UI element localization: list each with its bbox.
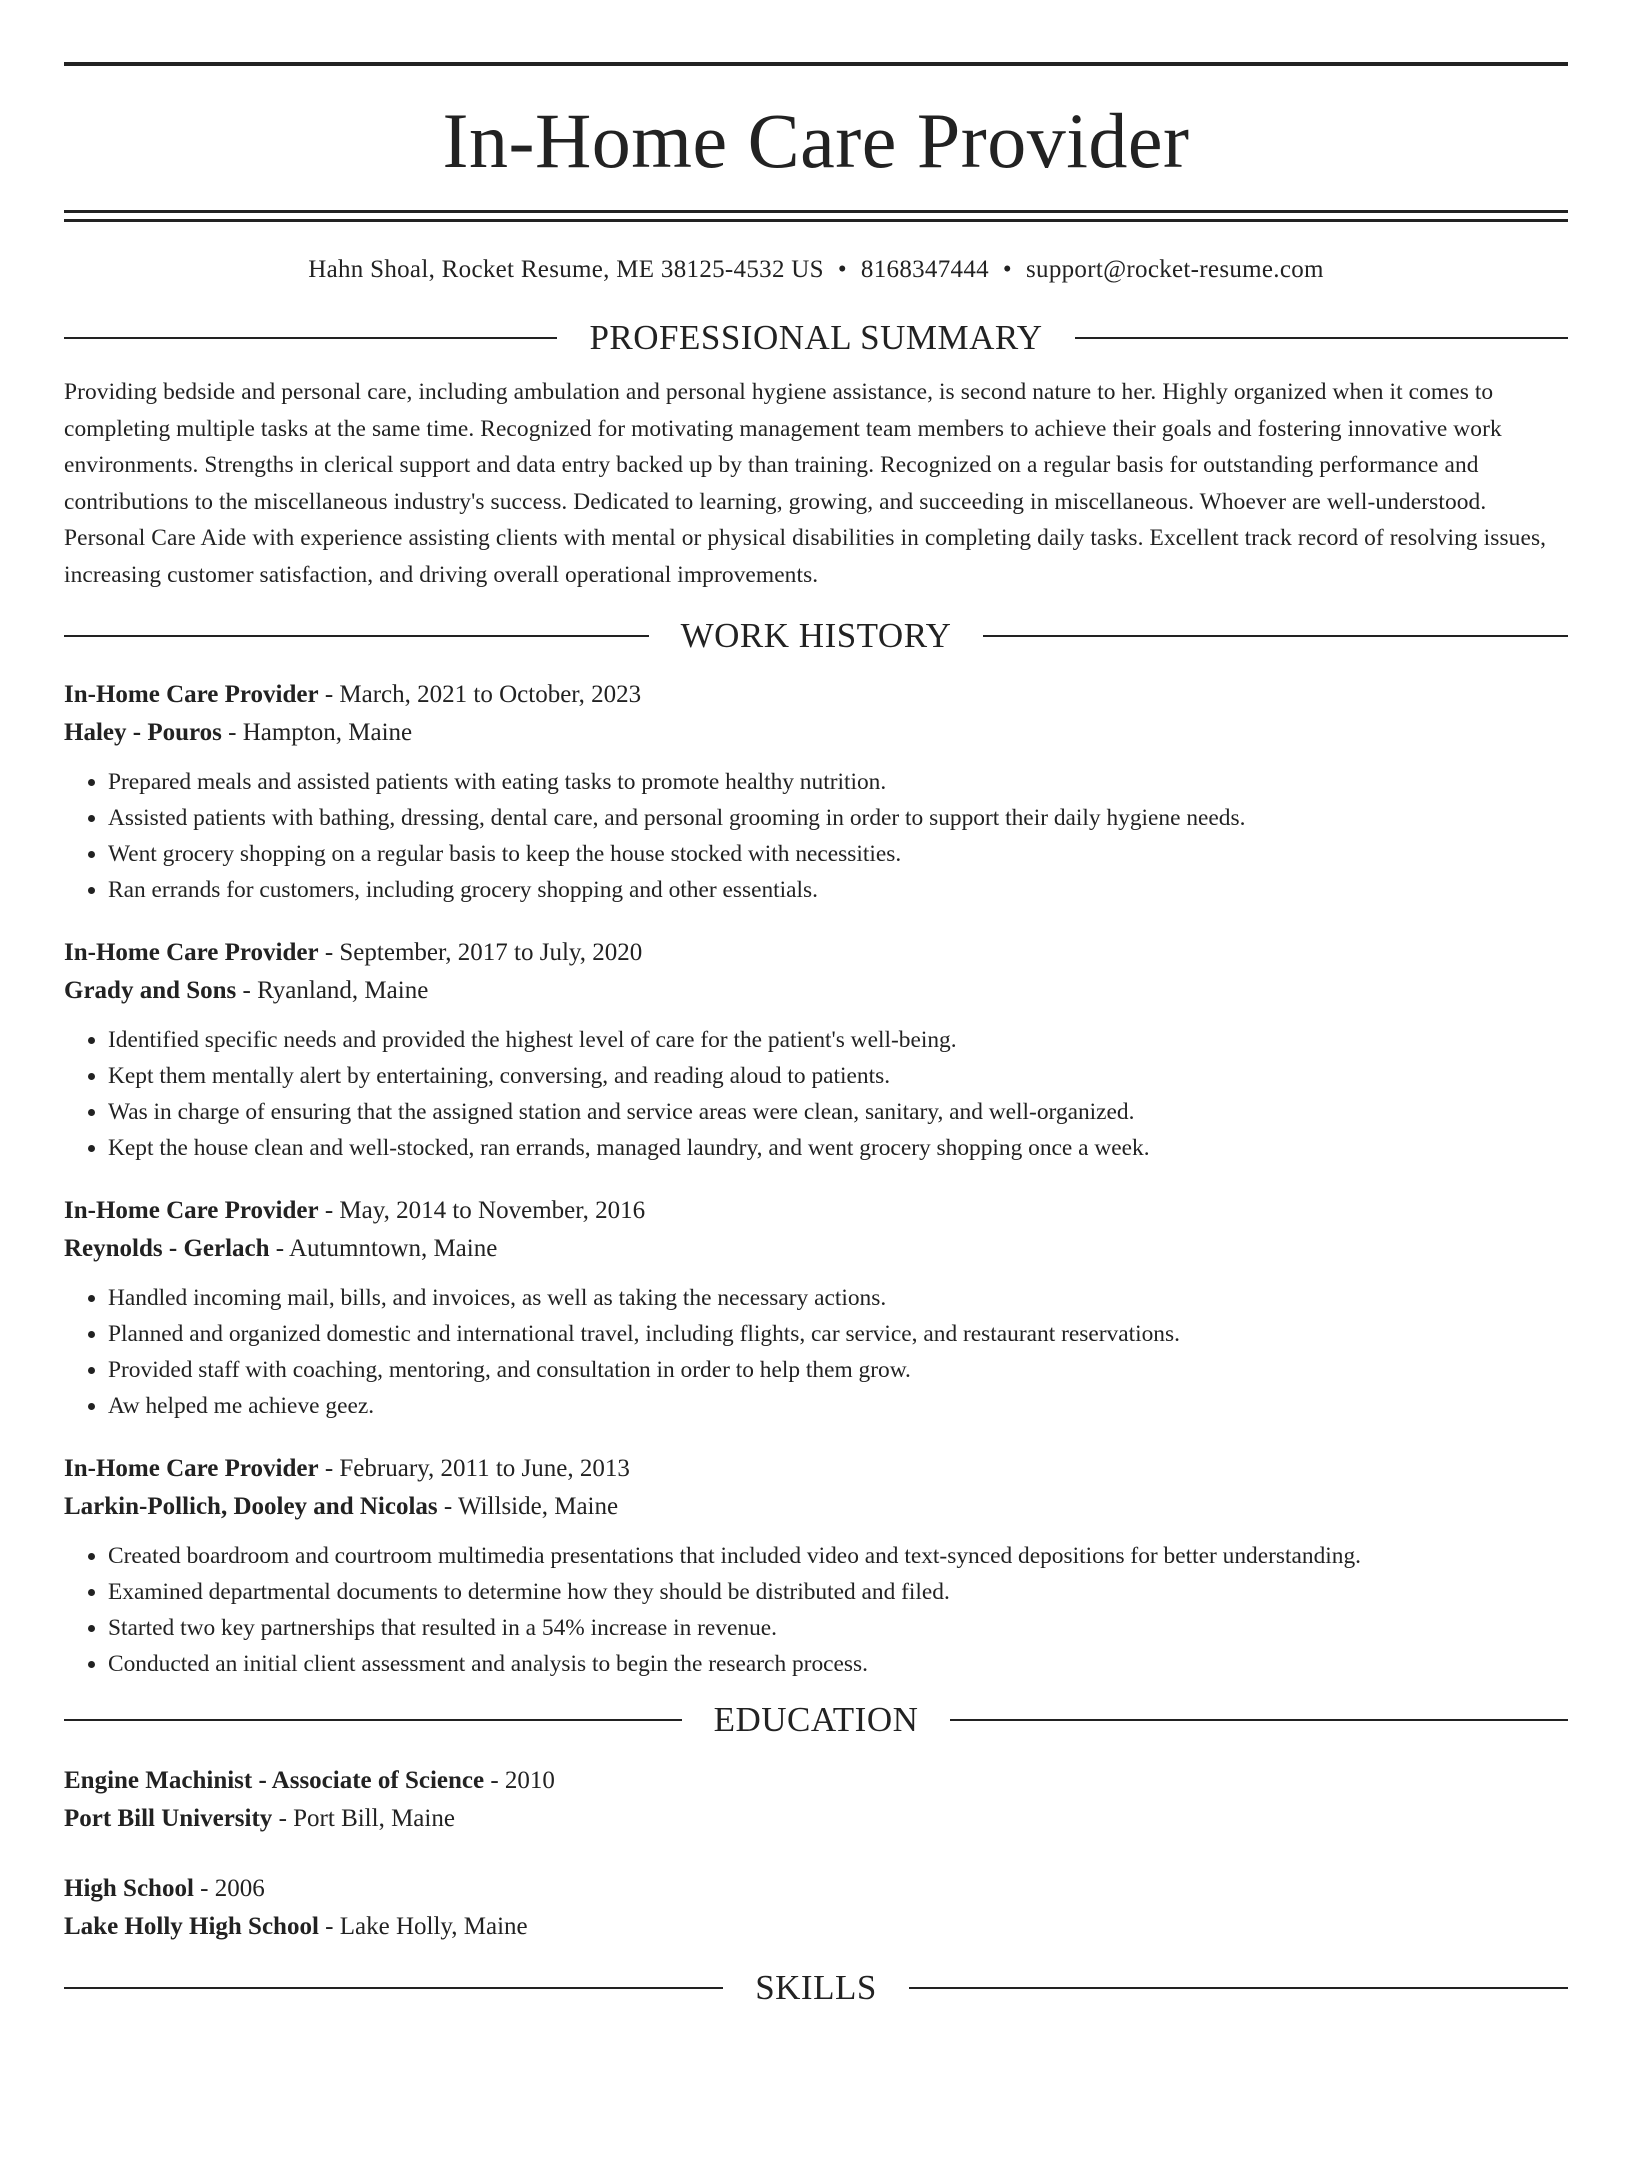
section-rule <box>1075 337 1568 339</box>
job-bullets <box>64 764 1568 908</box>
section-title: SKILLS <box>755 1968 877 2008</box>
job-company: Reynolds - Gerlach <box>64 1235 270 1263</box>
job-title-line <box>64 1450 1568 1488</box>
contact-separator: • <box>1002 256 1012 283</box>
job-bullet: • Started two key partnerships that resulted in a 54% increase in revenue. <box>108 1610 1568 1646</box>
job-title: In-Home Care Provider <box>64 1455 319 1483</box>
contact-phone: 8168347444 <box>860 256 989 283</box>
job-bullet: • Kept the house clean and well-stocked, ran errands, managed laundry, and went grocery shopping once a week. <box>108 1130 1568 1166</box>
contact-address: Hahn Shoal, Rocket Resume, ME 38125-4532 US <box>308 256 824 283</box>
top-rule <box>64 62 1568 66</box>
section-header-summary <box>64 318 1568 358</box>
job-bullet: • Handled incoming mail, bills, and invoices, as well as taking the necessary actions. <box>108 1280 1568 1316</box>
section-rule <box>64 337 557 339</box>
section-rule <box>983 635 1568 637</box>
section-header-work <box>64 616 1568 656</box>
job-bullet: • Kept them mentally alert by entertaining, conversing, and reading aloud to patients. <box>108 1058 1568 1094</box>
section-rule <box>909 1987 1568 1989</box>
resume-name: In-Home Care Provider <box>442 97 1190 184</box>
education-degree-line <box>64 1870 1568 1908</box>
job-bullet: • Examined departmental documents to determine how they should be distributed and filed. <box>108 1574 1568 1610</box>
summary-text: Providing bedside and personal care, including ambulation and personal hygiene assistance, is second nature to her. Highly organized when it comes to completing multiple tasks at the same time. Recognized for motivating management team members to achieve their goals and fostering innovative work environments. Strengths in clerical support and data entry backed up by than training. Recognized on a regular basis for outstanding performance and contributions to the miscellaneous industry's success. Dedicated to learning, growing, and succeeding in miscellaneous. Whoever are well-understood. Personal Care Aide with experience assisting clients with mental or physical disabilities in completing daily tasks. Excellent track record of resolving issues, increasing customer satisfaction, and driving overall operational improvements. <box>64 379 1547 588</box>
job-bullet: • Provided staff with coaching, mentoring, and consultation in order to help them grow. <box>108 1352 1568 1388</box>
job-dates: - February, 2011 to June, 2013 <box>318 1455 630 1483</box>
education-location: - Lake Holly, Maine <box>318 1913 528 1941</box>
job-location: - Hampton, Maine <box>221 719 413 747</box>
section-rule <box>64 1987 723 1989</box>
job-dates: - March, 2021 to October, 2023 <box>318 681 642 709</box>
job-bullets <box>64 1022 1568 1166</box>
education-school-line <box>64 1908 1568 1946</box>
job-title: In-Home Care Provider <box>64 681 319 709</box>
job-company-line <box>64 714 1568 752</box>
job-company-line <box>64 1230 1568 1268</box>
job-location: - Autumntown, Maine <box>269 1235 498 1263</box>
education-location: - Port Bill, Maine <box>272 1805 455 1833</box>
education-entry <box>64 1762 1568 1838</box>
job-bullet: • Ran errands for customers, including grocery shopping and other essentials. <box>108 872 1568 908</box>
job-title-line <box>64 676 1568 714</box>
job-bullet: • Identified specific needs and provided the highest level of care for the patient's well-being. <box>108 1022 1568 1058</box>
job-title: In-Home Care Provider <box>64 1197 319 1225</box>
job-company: Haley - Pouros <box>64 719 222 747</box>
job-bullet: • Aw helped me achieve geez. <box>108 1388 1568 1424</box>
job-entry <box>64 1450 1568 1682</box>
job-bullet: • Planned and organized domestic and international travel, including flights, car service, and restaurant reservations. <box>108 1316 1568 1352</box>
section-rule <box>64 635 649 637</box>
job-dates: - May, 2014 to November, 2016 <box>318 1197 646 1225</box>
education-school: Lake Holly High School <box>64 1913 319 1941</box>
job-bullets <box>64 1538 1568 1682</box>
section-rule <box>64 1719 682 1721</box>
job-title-line <box>64 1192 1568 1230</box>
job-location: - Ryanland, Maine <box>236 977 429 1005</box>
job-company-line <box>64 1488 1568 1526</box>
section-header-skills <box>64 1968 1568 2008</box>
education-degree: High School <box>64 1875 194 1903</box>
job-bullets <box>64 1280 1568 1424</box>
contact-line <box>64 256 1568 284</box>
education-school: Port Bill University <box>64 1805 273 1833</box>
contact-email: support@rocket-resume.com <box>1025 256 1324 283</box>
education-degree: Engine Machinist - Associate of Science <box>64 1767 485 1795</box>
education-school-line <box>64 1800 1568 1838</box>
job-location: - Willside, Maine <box>437 1493 619 1521</box>
job-bullet: • Assisted patients with bathing, dressing, dental care, and personal grooming in order to support their daily hygiene needs. <box>108 800 1568 836</box>
section-title: WORK HISTORY <box>680 616 952 656</box>
job-title: In-Home Care Provider <box>64 939 319 967</box>
education-year: - 2010 <box>484 1767 555 1795</box>
double-rule <box>64 210 1568 222</box>
section-header-education <box>64 1700 1568 1740</box>
job-bullet: • Conducted an initial client assessment and analysis to begin the research process. <box>108 1646 1568 1682</box>
job-entry <box>64 676 1568 908</box>
contact-separator: • <box>837 256 847 283</box>
education-year: - 2006 <box>193 1875 265 1903</box>
job-entry <box>64 934 1568 1166</box>
job-bullet: • Went grocery shopping on a regular basis to keep the house stocked with necessities. <box>108 836 1568 872</box>
job-bullet: • Was in charge of ensuring that the assigned station and service areas were clean, sanitary, and well-organized. <box>108 1094 1568 1130</box>
resume-page <box>0 62 1632 2174</box>
job-title-line <box>64 934 1568 972</box>
section-title: EDUCATION <box>713 1700 919 1740</box>
job-company: Larkin-Pollich, Dooley and Nicolas <box>64 1493 438 1521</box>
section-title: PROFESSIONAL SUMMARY <box>589 318 1043 357</box>
job-bullet: • Created boardroom and courtroom multimedia presentations that included video and text-synced depositions for better understanding. <box>108 1538 1568 1574</box>
job-bullet: • Prepared meals and assisted patients with eating tasks to promote healthy nutrition. <box>108 764 1568 800</box>
job-dates: - September, 2017 to July, 2020 <box>318 939 643 967</box>
job-company: Grady and Sons <box>64 977 237 1005</box>
section-rule <box>950 1719 1568 1721</box>
job-entry <box>64 1192 1568 1424</box>
education-entry <box>64 1870 1568 1946</box>
education-degree-line <box>64 1762 1568 1800</box>
job-company-line <box>64 972 1568 1010</box>
